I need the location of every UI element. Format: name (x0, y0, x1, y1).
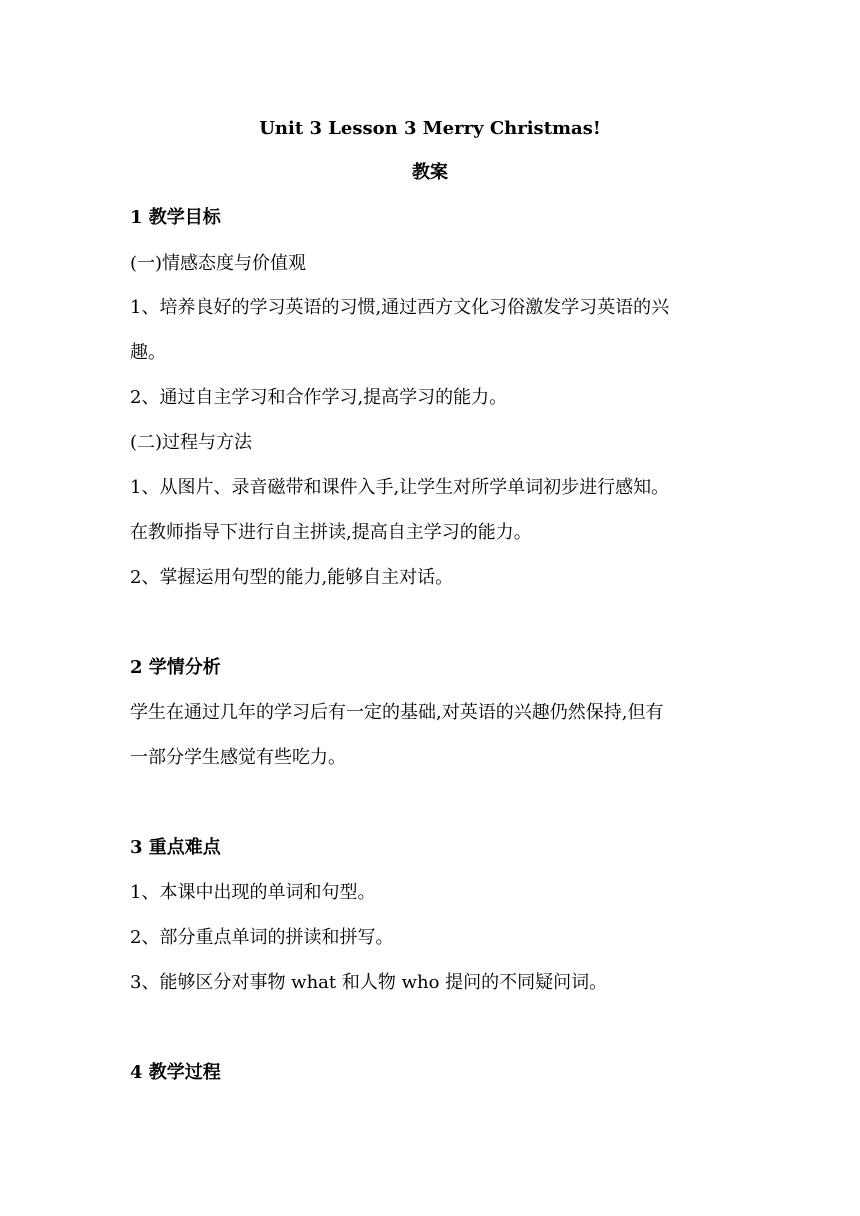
paragraph-line: 学生在通过几年的学习后有一定的基础,对英语的兴趣仍然保持,但有 (130, 702, 664, 723)
subsection-heading-process: (二)过程与方法 (130, 432, 253, 453)
list-item: 1、本课中出现的单词和句型。 (130, 882, 376, 903)
section-heading-objectives: 1 教学目标 (130, 207, 221, 228)
subsection-heading-attitude: (一)情感态度与价值观 (130, 253, 307, 274)
section-heading-analysis: 2 学情分析 (130, 657, 221, 678)
paragraph-line: 2、通过自主学习和合作学习,提高学习的能力。 (130, 387, 508, 408)
paragraph-line: 1、培养良好的学习英语的习惯,通过西方文化习俗激发学习英语的兴 (130, 297, 670, 318)
paragraph-line: 一部分学生感觉有些吃力。 (130, 747, 346, 768)
paragraph-line: 趣。 (130, 342, 166, 363)
document-title: Unit 3 Lesson 3 Merry Christmas! (259, 118, 601, 139)
document-subtitle: 教案 (412, 162, 448, 183)
list-item: 2、部分重点单词的拼读和拼写。 (130, 927, 394, 948)
section-heading-key-points: 3 重点难点 (130, 837, 221, 858)
list-item: 3、能够区分对事物 what 和人物 who 提问的不同疑问词。 (130, 972, 608, 993)
section-heading-teaching-process: 4 教学过程 (130, 1062, 221, 1083)
paragraph-line: 在教师指导下进行自主拼读,提高自主学习的能力。 (130, 522, 532, 543)
paragraph-line: 1、从图片、录音磁带和课件入手,让学生对所学单词初步进行感知。 (130, 477, 670, 498)
paragraph-line: 2、掌握运用句型的能力,能够自主对话。 (130, 567, 454, 588)
